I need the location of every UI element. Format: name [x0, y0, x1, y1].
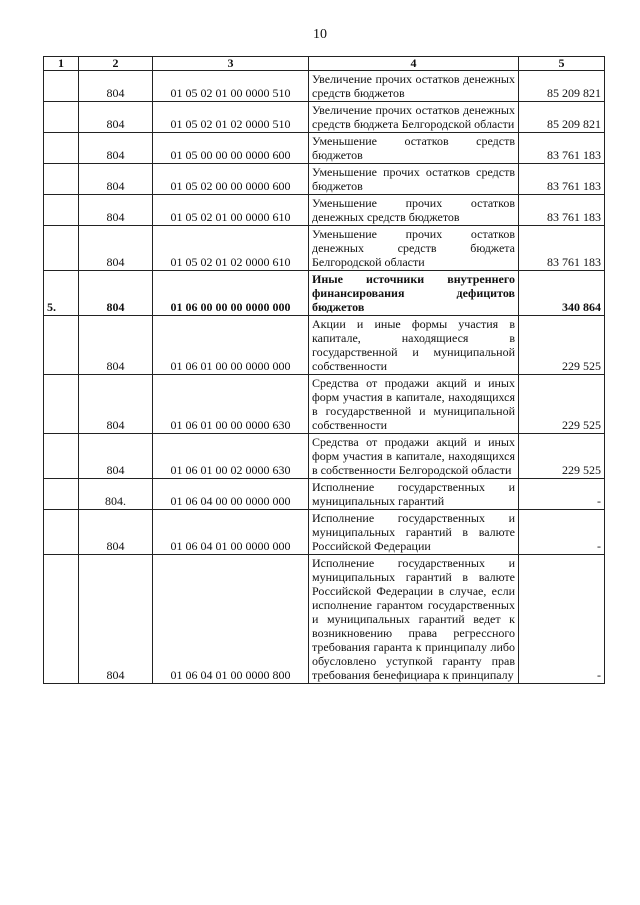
- row-number-cell: [44, 226, 79, 271]
- source-name-cell: Уменьшение остатков средств бюджетов: [309, 133, 519, 164]
- source-name-cell: Акции и иные формы участия в капитале, находящиеся в государственной и муниципальной собственности: [309, 316, 519, 375]
- amount-cell: 340 864: [519, 271, 605, 316]
- amount-cell: 85 209 821: [519, 71, 605, 102]
- classification-code-cell: 01 05 00 00 00 0000 600: [153, 133, 309, 164]
- table-row: [44, 316, 605, 375]
- admin-code-cell: 804: [79, 555, 153, 684]
- row-number-cell: [44, 195, 79, 226]
- table-row: [44, 555, 605, 684]
- table-row: [44, 195, 605, 226]
- source-name-cell: Увеличение прочих остатков денежных средств бюджетов: [309, 71, 519, 102]
- row-number-cell: [44, 71, 79, 102]
- row-number-cell: [44, 133, 79, 164]
- row-number-cell: [44, 102, 79, 133]
- table-row: [44, 271, 605, 316]
- source-name-cell: Уменьшение прочих остатков денежных средств бюджетов: [309, 195, 519, 226]
- admin-code-cell: 804: [79, 226, 153, 271]
- classification-code-cell: 01 06 00 00 00 0000 000: [153, 271, 309, 316]
- source-name-cell: Уменьшение прочих остатков денежных средств бюджета Белгородской области: [309, 226, 519, 271]
- admin-code-cell: 804: [79, 510, 153, 555]
- classification-code-cell: 01 06 01 00 02 0000 630: [153, 434, 309, 479]
- admin-code-cell: 804: [79, 375, 153, 434]
- table-row: [44, 510, 605, 555]
- amount-cell: 229 525: [519, 316, 605, 375]
- classification-code-cell: 01 06 04 01 00 0000 000: [153, 510, 309, 555]
- column-header: 4: [309, 57, 519, 71]
- table-row: [44, 71, 605, 102]
- source-name-cell: Уменьшение прочих остатков средств бюджетов: [309, 164, 519, 195]
- row-number-cell: [44, 479, 79, 510]
- amount-cell: 83 761 183: [519, 164, 605, 195]
- amount-cell: 229 525: [519, 434, 605, 479]
- admin-code-cell: 804: [79, 434, 153, 479]
- column-header: 5: [519, 57, 605, 71]
- admin-code-cell: 804: [79, 102, 153, 133]
- amount-cell: 83 761 183: [519, 226, 605, 271]
- row-number-cell: [44, 555, 79, 684]
- table-row: [44, 434, 605, 479]
- amount-cell: -: [519, 555, 605, 684]
- admin-code-cell: 804: [79, 195, 153, 226]
- row-number-cell: 5.: [44, 271, 79, 316]
- source-name-cell: Исполнение государственных и муниципальных гарантий в валюте Российской Федерации в случае, если исполнение гарантом государственных и муниципальных гарантий ведет к возникновению права регрессного требования гаранта к принципалу либо обусловлено уступкой гаранту прав требования бенефициара к принципалу: [309, 555, 519, 684]
- column-header: 1: [44, 57, 79, 71]
- source-name-cell: Увеличение прочих остатков денежных средств бюджета Белгородской области: [309, 102, 519, 133]
- classification-code-cell: 01 05 02 01 02 0000 510: [153, 102, 309, 133]
- amount-cell: 83 761 183: [519, 133, 605, 164]
- amount-cell: 229 525: [519, 375, 605, 434]
- column-header: 3: [153, 57, 309, 71]
- table-row: [44, 164, 605, 195]
- admin-code-cell: 804: [79, 133, 153, 164]
- classification-code-cell: 01 05 02 01 02 0000 610: [153, 226, 309, 271]
- classification-code-cell: 01 05 02 00 00 0000 600: [153, 164, 309, 195]
- amount-cell: 85 209 821: [519, 102, 605, 133]
- source-name-cell: Исполнение государственных и муниципальных гарантий в валюте Российской Федерации: [309, 510, 519, 555]
- admin-code-cell: 804: [79, 164, 153, 195]
- admin-code-cell: 804.: [79, 479, 153, 510]
- table-row: [44, 102, 605, 133]
- row-number-cell: [44, 375, 79, 434]
- admin-code-cell: 804: [79, 71, 153, 102]
- classification-code-cell: 01 06 01 00 00 0000 630: [153, 375, 309, 434]
- amount-cell: -: [519, 479, 605, 510]
- table-header-row: [44, 57, 605, 71]
- row-number-cell: [44, 316, 79, 375]
- table-row: [44, 226, 605, 271]
- page-number: 10: [313, 27, 327, 42]
- classification-code-cell: 01 05 02 01 00 0000 510: [153, 71, 309, 102]
- classification-code-cell: 01 05 02 01 00 0000 610: [153, 195, 309, 226]
- source-name-cell: Исполнение государственных и муниципальных гарантий: [309, 479, 519, 510]
- row-number-cell: [44, 434, 79, 479]
- admin-code-cell: 804: [79, 271, 153, 316]
- row-number-cell: [44, 510, 79, 555]
- table-body: [44, 71, 605, 684]
- amount-cell: -: [519, 510, 605, 555]
- source-name-cell: Средства от продажи акций и иных форм участия в капитале, находящихся в государственной и муниципальной собственности: [309, 375, 519, 434]
- amount-cell: 83 761 183: [519, 195, 605, 226]
- table-row: [44, 375, 605, 434]
- classification-code-cell: 01 06 01 00 00 0000 000: [153, 316, 309, 375]
- source-name-cell: Иные источники внутреннего финансирования дефицитов бюджетов: [309, 271, 519, 316]
- column-header: 2: [79, 57, 153, 71]
- table-row: [44, 133, 605, 164]
- classification-code-cell: 01 06 04 01 00 0000 800: [153, 555, 309, 684]
- admin-code-cell: 804: [79, 316, 153, 375]
- budget-sources-table: [43, 56, 605, 684]
- row-number-cell: [44, 164, 79, 195]
- source-name-cell: Средства от продажи акций и иных форм участия в капитале, находящихся в собственности Белгородской области: [309, 434, 519, 479]
- classification-code-cell: 01 06 04 00 00 0000 000: [153, 479, 309, 510]
- table-row: [44, 479, 605, 510]
